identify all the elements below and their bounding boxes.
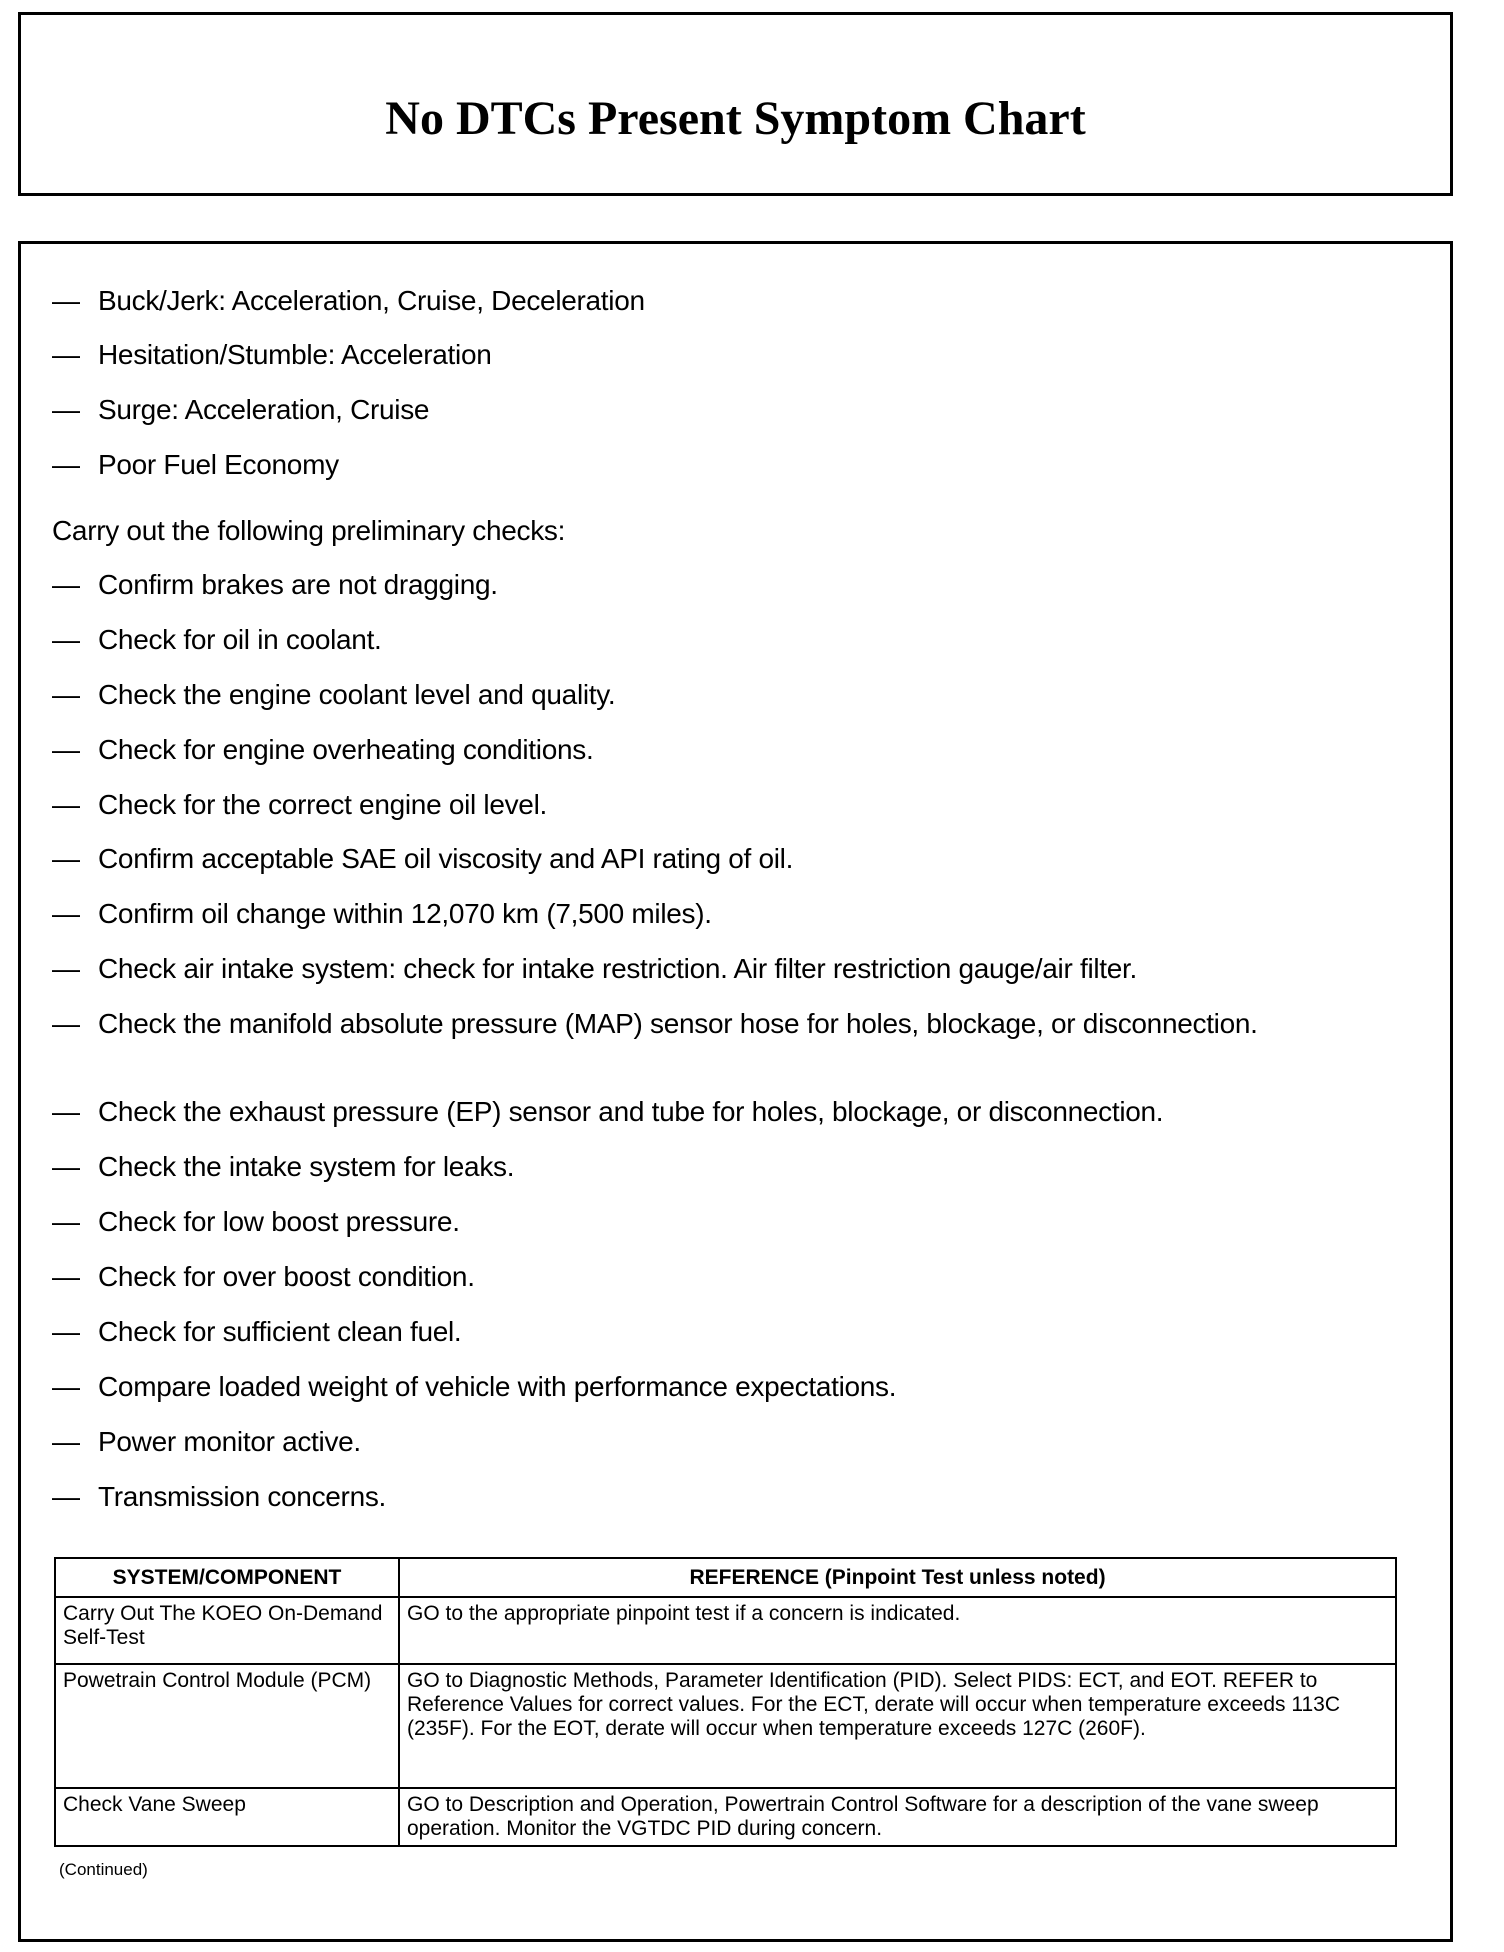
check-text: Check for over boost condition.	[98, 1261, 475, 1292]
component-cell: Check Vane Sweep	[55, 1788, 399, 1846]
check-text: Check for low boost pressure.	[98, 1206, 460, 1237]
symptom-item	[52, 448, 339, 482]
symptom-text: Hesitation/Stumble: Acceleration	[98, 339, 492, 370]
dash-bullet-icon: —	[52, 898, 80, 929]
check-item	[52, 897, 712, 931]
check-text: Check the manifold absolute pressure (MAP) sensor hose for holes, blockage, or disconnection.	[98, 1008, 1258, 1039]
check-text: Confirm brakes are not dragging.	[98, 569, 498, 600]
dash-bullet-icon: —	[52, 843, 80, 874]
check-text: Transmission concerns.	[98, 1481, 387, 1512]
check-text: Check air intake system: check for intake restriction. Air filter restriction gauge/air filter.	[98, 953, 1138, 984]
dash-bullet-icon: —	[52, 1371, 80, 1402]
check-text: Check the intake system for leaks.	[98, 1151, 515, 1182]
dash-bullet-icon: —	[52, 285, 80, 316]
symptom-item	[52, 284, 645, 318]
check-item	[52, 1095, 1163, 1129]
check-item	[52, 1315, 461, 1349]
check-item	[52, 1205, 460, 1239]
content-box	[18, 241, 1453, 1942]
check-text: Confirm acceptable SAE oil viscosity and API rating of oil.	[98, 843, 794, 874]
symptom-text: Buck/Jerk: Acceleration, Cruise, Deceleration	[98, 285, 645, 316]
check-item	[52, 623, 382, 657]
dash-bullet-icon: —	[52, 734, 80, 765]
component-cell: Carry Out The KOEO On-Demand Self-Test	[55, 1597, 399, 1664]
symptom-text: Poor Fuel Economy	[98, 449, 339, 480]
check-item	[52, 842, 793, 876]
column-header-reference: REFERENCE (Pinpoint Test unless noted)	[399, 1558, 1396, 1597]
symptom-item	[52, 338, 492, 372]
table-row	[55, 1597, 1396, 1664]
dash-bullet-icon: —	[52, 449, 80, 480]
dash-bullet-icon: —	[52, 789, 80, 820]
check-text: Check the engine coolant level and quality.	[98, 679, 616, 710]
dash-bullet-icon: —	[52, 1008, 80, 1039]
component-cell: Powetrain Control Module (PCM)	[55, 1664, 399, 1788]
check-text: Confirm oil change within 12,070 km (7,500 miles).	[98, 898, 712, 929]
check-text: Check for the correct engine oil level.	[98, 789, 547, 820]
check-item	[52, 952, 1137, 986]
check-item	[52, 1260, 475, 1294]
check-item	[52, 1370, 896, 1404]
dash-bullet-icon: —	[52, 1261, 80, 1292]
dash-bullet-icon: —	[52, 339, 80, 370]
dash-bullet-icon: —	[52, 1426, 80, 1457]
dash-bullet-icon: —	[52, 679, 80, 710]
check-text: Compare loaded weight of vehicle with performance expectations.	[98, 1371, 897, 1402]
reference-cell: GO to the appropriate pinpoint test if a concern is indicated.	[399, 1597, 1396, 1664]
column-header-system-component: SYSTEM/COMPONENT	[55, 1558, 399, 1597]
check-item	[52, 788, 547, 822]
check-text: Power monitor active.	[98, 1426, 361, 1457]
dash-bullet-icon: —	[52, 1481, 80, 1512]
check-item	[52, 1425, 361, 1459]
check-text: Check for sufficient clean fuel.	[98, 1316, 462, 1347]
continued-note: (Continued)	[59, 1860, 148, 1879]
check-text: Check the exhaust pressure (EP) sensor and tube for holes, blockage, or disconnection.	[98, 1096, 1164, 1127]
table-header-row	[55, 1558, 1396, 1597]
reference-cell: GO to Description and Operation, Powertrain Control Software for a description of the vane sweep operation. Monitor the VGTDC PID during concern.	[399, 1788, 1396, 1846]
dash-bullet-icon: —	[52, 1206, 80, 1237]
dash-bullet-icon: —	[52, 1316, 80, 1347]
dash-bullet-icon: —	[52, 1096, 80, 1127]
check-item	[52, 568, 498, 602]
title-box	[18, 12, 1453, 196]
symptom-text: Surge: Acceleration, Cruise	[98, 394, 430, 425]
dash-bullet-icon: —	[52, 953, 80, 984]
dash-bullet-icon: —	[52, 394, 80, 425]
symptom-reference-table	[54, 1557, 1397, 1847]
check-item	[52, 678, 615, 712]
check-item	[52, 1480, 386, 1514]
check-text: Check for oil in coolant.	[98, 624, 382, 655]
check-text: Check for engine overheating conditions.	[98, 734, 594, 765]
dash-bullet-icon: —	[52, 624, 80, 655]
check-item	[52, 1150, 514, 1184]
dash-bullet-icon: —	[52, 569, 80, 600]
page-title: No DTCs Present Symptom Chart	[385, 92, 1086, 145]
reference-cell: GO to Diagnostic Methods, Parameter Identification (PID). Select PIDS: ECT, and EOT. REFER to Reference Values for correct values. For the ECT, derate will occur when temperature exceeds 113C (235F). For the EOT, derate will occur when temperature exceeds 127C (260F).	[399, 1664, 1396, 1788]
check-item	[52, 733, 593, 767]
dash-bullet-icon: —	[52, 1151, 80, 1182]
preliminary-intro: Carry out the following preliminary checks:	[52, 515, 566, 546]
table-row	[55, 1788, 1396, 1846]
check-item	[52, 1007, 1288, 1041]
symptom-item	[52, 393, 429, 427]
table-row	[55, 1664, 1396, 1788]
